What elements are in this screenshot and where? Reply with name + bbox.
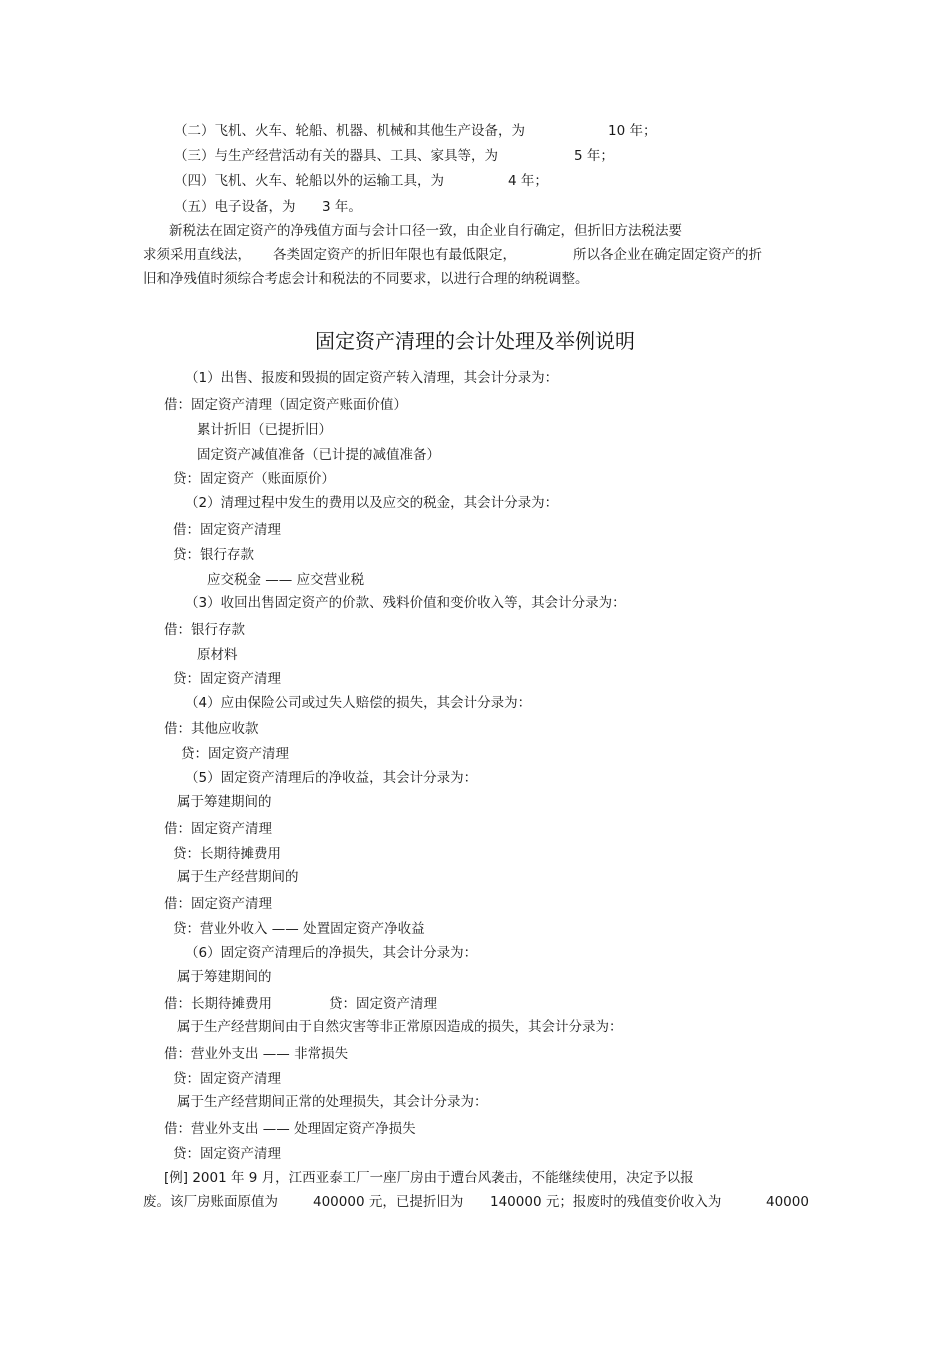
intro-item-4-years: 4 年； <box>508 173 548 189</box>
para1-line1: 新税法在固定资产的净残值方面与会计口径一致，由企业自行确定，但折旧方法税法要 <box>169 223 682 239</box>
entry-2-debit: 借：固定资产清理 <box>173 522 281 538</box>
entry-1-debit: 借：固定资产清理（固定资产账面价值） <box>164 397 407 413</box>
entry-2-credit-2: 应交税金 —— 应交营业税 <box>207 572 365 588</box>
entry-4-credit: 贷：固定资产清理 <box>181 746 289 762</box>
intro-item-4-text: （四）飞机、火车、轮船以外的运输工具，为 <box>174 173 444 189</box>
example-line-1: [例] 2001 年 9 月，江西亚泰工厂一座厂房由于遭台风袭击，不能继续使用，决定予以报 <box>164 1170 694 1186</box>
entry-6-credit-2: 贷：固定资产清理 <box>173 1071 281 1087</box>
intro-item-3-years: 5 年； <box>574 148 614 164</box>
entry-3-debit: 借：银行存款 <box>164 622 245 638</box>
example-line-2-b: 400000 元，已提折旧为 <box>313 1194 464 1210</box>
entry-1-debit-3: 固定资产减值准备（已计提的减值准备） <box>197 447 440 463</box>
entry-4-heading: （4）应由保险公司或过失人赔偿的损失，其会计分录为： <box>185 695 532 711</box>
entry-6-case-1: 属于筹建期间的 <box>177 969 272 985</box>
entry-5-debit-2: 借：固定资产清理 <box>164 896 272 912</box>
entry-6-debit-3: 借：营业外支出 —— 处理固定资产净损失 <box>164 1121 416 1137</box>
entry-6-heading: （6）固定资产清理后的净损失，其会计分录为： <box>185 945 478 961</box>
para1-line2-a: 求须采用直线法， <box>143 247 251 263</box>
entry-6-case-2: 属于生产经营期间由于自然灾害等非正常原因造成的损失，其会计分录为： <box>177 1019 623 1035</box>
entry-6-case-3: 属于生产经营期间正常的处理损失，其会计分录为： <box>177 1094 488 1110</box>
entry-5-debit-1: 借：固定资产清理 <box>164 821 272 837</box>
intro-item-5-years: 3 年。 <box>322 199 362 215</box>
intro-item-2-years: 10 年； <box>608 123 657 139</box>
entry-6-debit-2: 借：营业外支出 —— 非常损失 <box>164 1046 349 1062</box>
para1-line3: 旧和净残值时须综合考虑会计和税法的不同要求，以进行合理的纳税调整。 <box>143 271 589 287</box>
entry-5-case-1: 属于筹建期间的 <box>177 794 272 810</box>
para1-line2-c: 所以各企业在确定固定资产的折 <box>573 247 762 263</box>
entry-5-heading: （5）固定资产清理后的净收益，其会计分录为： <box>185 770 478 786</box>
entry-1-debit-2: 累计折旧（已提折旧） <box>197 422 332 438</box>
entry-1-heading: （1）出售、报废和毁损的固定资产转入清理，其会计分录为： <box>185 370 559 386</box>
example-line-2-c: 140000 元；报废时的残值变价收入为 <box>490 1194 722 1210</box>
entry-5-case-2: 属于生产经营期间的 <box>177 869 299 885</box>
section-title: 固定资产清理的会计处理及举例说明 <box>315 329 635 353</box>
entry-6-debit-1: 借：长期待摊费用 <box>164 996 272 1012</box>
entry-4-debit: 借：其他应收款 <box>164 721 259 737</box>
entry-2-credit: 贷：银行存款 <box>173 547 254 563</box>
entry-6-credit-3: 贷：固定资产清理 <box>173 1146 281 1162</box>
entry-6-credit-1: 贷：固定资产清理 <box>329 996 437 1012</box>
example-line-2-a: 废。该厂房账面原值为 <box>143 1194 278 1210</box>
para1-line2-b: 各类固定资产的折旧年限也有最低限定， <box>273 247 516 263</box>
entry-3-credit: 贷：固定资产清理 <box>173 671 281 687</box>
intro-item-3-text: （三）与生产经营活动有关的器具、工具、家具等，为 <box>174 148 498 164</box>
intro-item-2-text: （二）飞机、火车、轮船、机器、机械和其他生产设备，为 <box>174 123 525 139</box>
entry-5-credit-1: 贷：长期待摊费用 <box>173 846 281 862</box>
entry-2-heading: （2）清理过程中发生的费用以及应交的税金，其会计分录为： <box>185 495 559 511</box>
entry-3-debit-2: 原材料 <box>197 647 238 663</box>
intro-item-5-text: （五）电子设备，为 <box>174 199 296 215</box>
entry-1-credit: 贷：固定资产（账面原价） <box>173 471 335 487</box>
example-line-2-d: 40000 <box>766 1194 809 1210</box>
entry-5-credit-2: 贷：营业外收入 —— 处置固定资产净收益 <box>173 921 425 937</box>
entry-3-heading: （3）收回出售固定资产的价款、残料价值和变价收入等，其会计分录为： <box>185 595 626 611</box>
